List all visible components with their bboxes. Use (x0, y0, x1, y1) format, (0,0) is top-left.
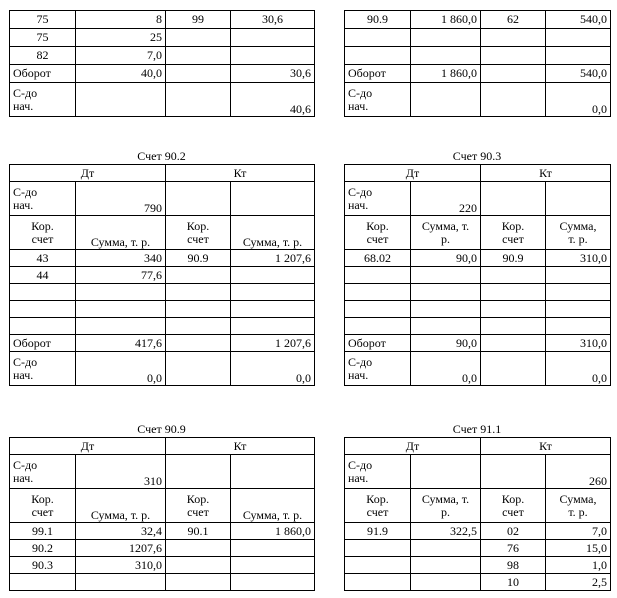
sdo-label: С-до нач. (10, 455, 76, 489)
sum-cell: 25 (76, 29, 166, 47)
kor-header: Кор. счет (166, 489, 231, 523)
sum-cell (76, 284, 166, 301)
sum-cell (411, 574, 481, 591)
table-row (345, 523, 611, 540)
column-header-row (345, 489, 611, 523)
kor-cell (345, 318, 411, 335)
ledger-top-right (344, 10, 611, 117)
sum-cell (411, 284, 481, 301)
start-empty (166, 455, 231, 489)
kor-cell (166, 47, 231, 65)
end-balance-row (345, 352, 611, 386)
kor-cell: 90.9 (345, 11, 411, 29)
kor-cell: 76 (481, 540, 546, 557)
kor-cell: 68.02 (345, 250, 411, 267)
kor-cell (481, 29, 546, 47)
table-row (10, 11, 315, 29)
kor-cell (345, 47, 411, 65)
sum-header: Сумма, т. р. (546, 216, 611, 250)
kor-cell (345, 284, 411, 301)
start-empty (481, 182, 546, 216)
table-row (10, 47, 315, 65)
oborot-empty (481, 335, 546, 352)
end-balance-row (345, 83, 611, 117)
oborot-kt: 1 207,6 (231, 335, 315, 352)
kor-cell: 75 (10, 11, 76, 29)
sum-cell: 1 207,6 (231, 250, 315, 267)
sum-cell (76, 301, 166, 318)
sdo-label: С-до нач. (10, 352, 76, 386)
kor-cell (166, 29, 231, 47)
sum-header: Сумма, т. р. (546, 489, 611, 523)
kor-cell: 90.9 (166, 250, 231, 267)
kor-header: Кор. счет (481, 216, 546, 250)
table-row (345, 47, 611, 65)
sum-cell (231, 301, 315, 318)
end-dt: 0,0 (76, 352, 166, 386)
kor-cell: 43 (10, 250, 76, 267)
sum-cell (411, 47, 481, 65)
oborot-empty (481, 65, 546, 83)
account-title-90-9: Счет 90.9 (137, 422, 186, 436)
table-row (10, 267, 315, 284)
kt-header: Кт (166, 438, 315, 455)
start-dt (411, 455, 481, 489)
start-dt: 790 (76, 182, 166, 216)
table-row (345, 11, 611, 29)
kor-cell (481, 284, 546, 301)
kor-cell (10, 318, 76, 335)
kor-cell (481, 318, 546, 335)
sum-cell (411, 318, 481, 335)
table-row (10, 540, 315, 557)
oborot-row (345, 335, 611, 352)
dt-header: Дт (10, 165, 166, 182)
sum-header: Сумма, т. р. (231, 216, 315, 250)
sum-cell: 340 (76, 250, 166, 267)
sdo-label: С-до нач. (10, 83, 76, 117)
sum-cell (546, 301, 611, 318)
end-dt: 0,0 (411, 352, 481, 386)
start-balance-row (345, 182, 611, 216)
kor-cell: 90.9 (481, 250, 546, 267)
end-empty (166, 83, 231, 117)
sum-cell (231, 47, 315, 65)
kor-header: Кор. счет (166, 216, 231, 250)
table-row (10, 29, 315, 47)
start-empty (481, 455, 546, 489)
header-row (345, 438, 611, 455)
oborot-row (10, 65, 315, 83)
kor-cell: 44 (10, 267, 76, 284)
kor-cell: 99 (166, 11, 231, 29)
table-row (10, 523, 315, 540)
table-row (345, 284, 611, 301)
end-kt: 40,6 (231, 83, 315, 117)
ledger-90-2 (9, 164, 315, 386)
start-balance-row (345, 455, 611, 489)
sum-cell (411, 301, 481, 318)
kor-cell: 62 (481, 11, 546, 29)
table-row (10, 318, 315, 335)
kor-cell (345, 557, 411, 574)
kor-cell (10, 301, 76, 318)
sum-cell (231, 29, 315, 47)
start-empty (166, 182, 231, 216)
sum-cell: 310,0 (76, 557, 166, 574)
sum-cell (231, 284, 315, 301)
kor-cell (345, 267, 411, 284)
sum-cell (231, 267, 315, 284)
kor-cell: 02 (481, 523, 546, 540)
kor-cell (345, 574, 411, 591)
oborot-dt: 1 860,0 (411, 65, 481, 83)
kor-cell (345, 29, 411, 47)
oborot-kt: 30,6 (231, 65, 315, 83)
kor-cell (166, 284, 231, 301)
oborot-label: Оборот (10, 65, 76, 83)
sum-header: Сумма, т. р. (231, 489, 315, 523)
sum-cell: 1 860,0 (231, 523, 315, 540)
oborot-kt: 540,0 (546, 65, 611, 83)
kor-header: Кор. счет (481, 489, 546, 523)
sum-cell (411, 267, 481, 284)
oborot-kt: 310,0 (546, 335, 611, 352)
sum-cell (231, 540, 315, 557)
table-row (345, 267, 611, 284)
kor-cell: 75 (10, 29, 76, 47)
sum-cell (546, 29, 611, 47)
sum-cell (76, 574, 166, 591)
table-row (345, 574, 611, 591)
start-dt: 220 (411, 182, 481, 216)
start-kt: 260 (546, 455, 611, 489)
kor-cell (166, 540, 231, 557)
end-kt: 0,0 (231, 352, 315, 386)
dt-header: Дт (345, 438, 481, 455)
sum-cell: 540,0 (546, 11, 611, 29)
kt-header: Кт (166, 165, 315, 182)
sum-header: Сумма, т. р. (411, 489, 481, 523)
start-dt: 310 (76, 455, 166, 489)
sum-cell: 90,0 (411, 250, 481, 267)
table-row (10, 574, 315, 591)
kor-cell (481, 267, 546, 284)
sum-cell: 7,0 (76, 47, 166, 65)
table-row (10, 284, 315, 301)
start-balance-row (10, 182, 315, 216)
kor-header: Кор. счет (10, 489, 76, 523)
kor-cell: 90.3 (10, 557, 76, 574)
sum-cell: 322,5 (411, 523, 481, 540)
kt-header: Кт (481, 165, 611, 182)
sum-cell (411, 557, 481, 574)
sum-cell: 77,6 (76, 267, 166, 284)
account-title-90-3: Счет 90.3 (452, 149, 502, 163)
oborot-row (345, 65, 611, 83)
sum-cell: 1 860,0 (411, 11, 481, 29)
sum-cell: 30,6 (231, 11, 315, 29)
oborot-label: Оборот (10, 335, 76, 352)
oborot-dt: 417,6 (76, 335, 166, 352)
end-kt: 0,0 (546, 83, 611, 117)
oborot-empty (166, 335, 231, 352)
oborot-empty (166, 65, 231, 83)
kor-cell (166, 557, 231, 574)
sum-cell (546, 318, 611, 335)
start-kt (231, 455, 315, 489)
kor-cell (166, 574, 231, 591)
sum-cell: 8 (76, 11, 166, 29)
end-balance-row (10, 352, 315, 386)
sum-cell (231, 574, 315, 591)
sum-cell (411, 540, 481, 557)
end-empty (481, 83, 546, 117)
sdo-label: С-до нач. (345, 455, 411, 489)
kor-cell (10, 284, 76, 301)
ledger-90-3 (344, 164, 611, 386)
kor-header: Кор. счет (345, 216, 411, 250)
sum-cell (546, 284, 611, 301)
kor-cell: 90.1 (166, 523, 231, 540)
column-header-row (10, 216, 315, 250)
header-row (10, 438, 315, 455)
kor-cell (481, 47, 546, 65)
table-row (10, 557, 315, 574)
table-row (345, 557, 611, 574)
sum-cell: 32,4 (76, 523, 166, 540)
sdo-label: С-до нач. (345, 352, 411, 386)
column-header-row (10, 489, 315, 523)
oborot-row (10, 335, 315, 352)
sum-cell (231, 557, 315, 574)
sum-cell: 1207,6 (76, 540, 166, 557)
sum-cell (546, 267, 611, 284)
sdo-label: С-до нач. (345, 83, 411, 117)
kor-cell (345, 301, 411, 318)
account-title-90-2: Счет 90.2 (137, 149, 186, 163)
account-title-91-1: Счет 91.1 (452, 422, 502, 436)
sum-cell: 310,0 (546, 250, 611, 267)
column-header-row (345, 216, 611, 250)
ledger-top-left (9, 10, 315, 117)
oborot-label: Оборот (345, 65, 411, 83)
sum-cell (76, 318, 166, 335)
kor-header: Кор. счет (10, 216, 76, 250)
table-row (345, 540, 611, 557)
oborot-label: Оборот (345, 335, 411, 352)
end-empty (481, 352, 546, 386)
sum-header: Сумма, т. р. (76, 489, 166, 523)
kor-cell (166, 267, 231, 284)
header-row (10, 165, 315, 182)
kor-cell: 10 (481, 574, 546, 591)
end-kt: 0,0 (546, 352, 611, 386)
end-dt (411, 83, 481, 117)
kor-cell (10, 574, 76, 591)
ledger-90-9 (9, 437, 315, 591)
table-row (345, 301, 611, 318)
sum-cell: 15,0 (546, 540, 611, 557)
dt-header: Дт (345, 165, 481, 182)
header-row (345, 165, 611, 182)
kor-cell: 82 (10, 47, 76, 65)
start-kt (231, 182, 315, 216)
ledger-91-1 (344, 437, 611, 591)
sum-header: Сумма, т. р. (411, 216, 481, 250)
kor-cell: 99.1 (10, 523, 76, 540)
kor-cell (166, 318, 231, 335)
kor-cell (166, 301, 231, 318)
sum-header: Сумма, т. р. (76, 216, 166, 250)
oborot-dt: 90,0 (411, 335, 481, 352)
kt-header: Кт (481, 438, 611, 455)
kor-cell (481, 301, 546, 318)
sdo-label: С-до нач. (10, 182, 76, 216)
kor-cell: 91.9 (345, 523, 411, 540)
kor-cell (345, 540, 411, 557)
table-row (10, 250, 315, 267)
sum-cell: 1,0 (546, 557, 611, 574)
sum-cell: 7,0 (546, 523, 611, 540)
table-row (345, 29, 611, 47)
sum-cell: 2,5 (546, 574, 611, 591)
sum-cell (411, 29, 481, 47)
end-dt (76, 83, 166, 117)
dt-header: Дт (10, 438, 166, 455)
table-row (345, 318, 611, 335)
end-empty (166, 352, 231, 386)
kor-cell: 90.2 (10, 540, 76, 557)
start-kt (546, 182, 611, 216)
start-balance-row (10, 455, 315, 489)
sum-cell (546, 47, 611, 65)
kor-header: Кор. счет (345, 489, 411, 523)
table-row (10, 301, 315, 318)
end-balance-row (10, 83, 315, 117)
oborot-dt: 40,0 (76, 65, 166, 83)
sdo-label: С-до нач. (345, 182, 411, 216)
table-row (345, 250, 611, 267)
kor-cell: 98 (481, 557, 546, 574)
sum-cell (231, 318, 315, 335)
